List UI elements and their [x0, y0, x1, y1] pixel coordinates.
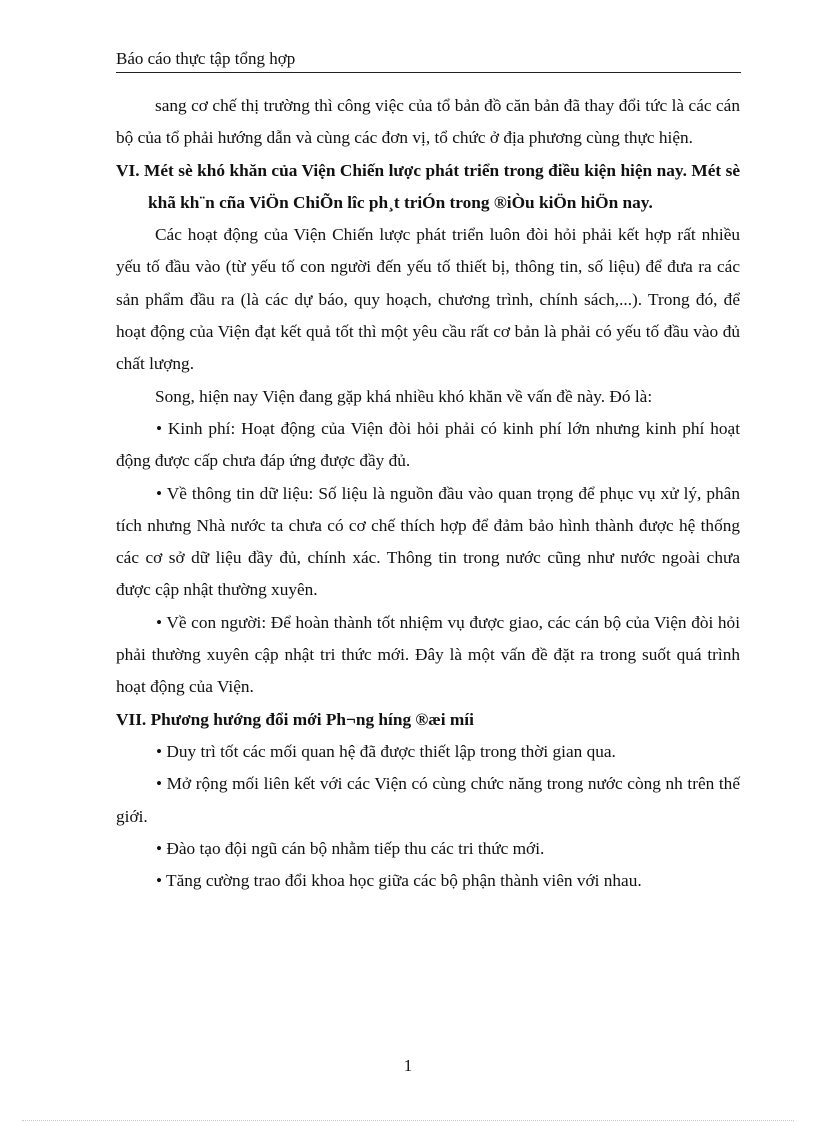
bullet-exchange: • Tăng cường trao đổi khoa học giữa các bộ phận thành viên với nhau.	[156, 871, 642, 891]
document-body	[116, 90, 740, 897]
paragraph-intro: sang cơ chế thị trường thì công việc của tổ bản đồ căn bản đã thay đổi tức là các cán bộ của tổ phải hướng dẫn và cùng các đơn vị, tổ chức ở địa phương cùng thực hiện.	[116, 96, 740, 148]
section-heading-vi: VI. Mét sè khó khăn của Viện Chiến lược phát triển trong điều kiện hiện nay. Mét sè khã kh¨n cña ViÖn ChiÕn lîc ph¸t triÓn trong ®iÒu kiÖn hiÖn nay.	[116, 160, 740, 212]
bullet-funding: • Kinh phí: Hoạt động của Viện đòi hỏi phải có kinh phí lớn nhưng kinh phí hoạt động được cấp chưa đáp ứng được đầy đủ.	[116, 418, 740, 471]
bullet-training: • Đào tạo đội ngũ cán bộ nhằm tiếp thu các tri thức mới.	[156, 838, 545, 858]
bullet-expand: • Mở rộng mối liên kết với các Viện có cùng chức năng trong nước còng nh trên thế giới.	[116, 774, 740, 826]
page-number: 1	[403, 1056, 413, 1075]
section-heading-vii: VII. Phương hướng đổi mới Ph¬ng híng ®æi míi	[116, 709, 474, 729]
bullet-data: • Về thông tin dữ liệu: Số liệu là nguồn đầu vào quan trọng để phục vụ xử lý, phân tích nhưng Nhà nước ta chưa có cơ chế thích hợp để đảm bảo hình thành được hệ thống các cơ sở dữ liệu đầy đủ, chính xác. Thông tin trong nước cũng như nước ngoài chưa được cập nhật thường xuyên.	[116, 483, 740, 600]
paragraph-difficulties: Song, hiện nay Viện đang gặp khá nhiều khó khăn về vấn đề này. Đó là:	[155, 386, 653, 406]
bullet-people: • Về con người: Để hoàn thành tốt nhiệm vụ được giao, các cán bộ của Viện đòi hỏi phải thường xuyên cập nhật tri thức mới. Đây là một vấn đề đặt ra trong suốt quá trình hoạt động của Viện.	[116, 612, 740, 697]
page-bottom-divider	[22, 1120, 794, 1121]
paragraph-activities: Các hoạt động của Viện Chiến lược phát triển luôn đòi hỏi phải kết hợp rất nhiều yếu tố đầu vào (từ yếu tố con người đến yếu tố thiết bị, thông tin, số liệu) để đưa ra các sản phẩm đầu ra (là các dự báo, quy hoạch, chương trình, chính sách,...). Trong đó, để hoạt động của Viện đạt kết quả tốt thì một yêu cầu rất cơ bản là phải có yếu tố đầu vào đủ chất lượng.	[116, 225, 740, 374]
bullet-relations: • Duy trì tốt các mối quan hệ đã được thiết lập trong thời gian qua.	[156, 741, 616, 761]
page-header: Báo cáo thực tập tổng hợp	[116, 48, 741, 73]
